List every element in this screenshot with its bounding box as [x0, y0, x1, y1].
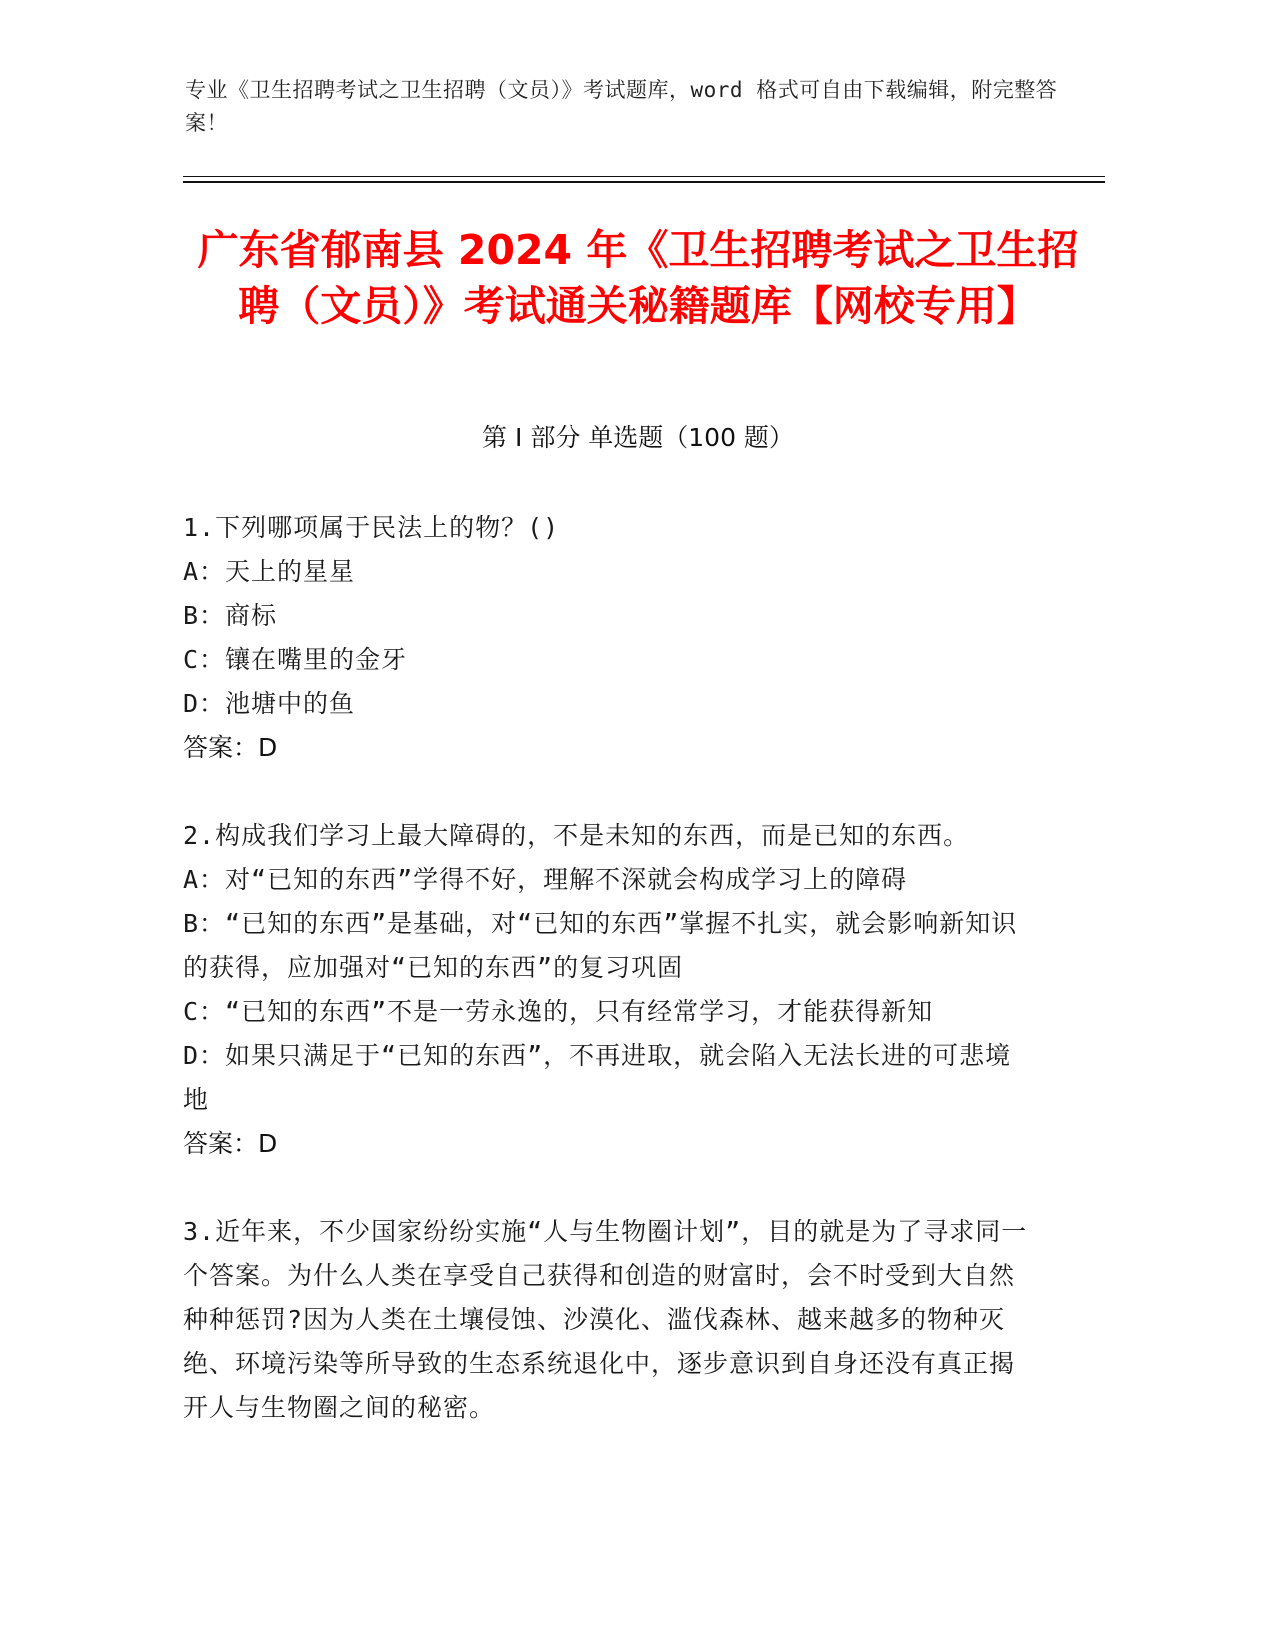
option-c: C：“已知的东西”不是一劳永逸的，只有经常学习，才能获得新知	[183, 997, 934, 1026]
option-c: C：镶在嘴里的金牙	[183, 645, 408, 674]
option-b: B：“已知的东西”是基础，对“已知的东西”掌握不扎实，就会影响新知识的获得，应加强对“已知的东西”的复习巩固	[183, 909, 1018, 982]
answer-line: 答案：D	[183, 1129, 278, 1158]
option-d: D：如果只满足于“已知的东西”，不再进取，就会陷入无法长进的可悲境地	[183, 1041, 1012, 1114]
option-d: D：池塘中的鱼	[183, 689, 356, 718]
question-3	[183, 1210, 1033, 1430]
option-b: B：商标	[183, 601, 278, 630]
answer-line: 答案：D	[183, 733, 278, 762]
question-2	[183, 814, 1033, 1166]
section-heading: 第 I 部分 单选题（100 题）	[482, 423, 794, 452]
question-stem: 1.下列哪项属于民法上的物？()	[183, 513, 560, 542]
question-list	[183, 506, 1033, 1474]
header-divider-thin	[183, 176, 1105, 177]
header-note: 专业《卫生招聘考试之卫生招聘（文员）》考试题库，word 格式可自由下载编辑，附完整答案！	[185, 78, 1058, 135]
document-title: 广东省郁南县 2024 年《卫生招聘考试之卫生招聘（文员）》考试通关秘籍题库【网校专用】	[197, 226, 1079, 330]
option-a: A：对“已知的东西”学得不好，理解不深就会构成学习上的障碍	[183, 865, 908, 894]
question-stem: 3.近年来，不少国家纷纷实施“人与生物圈计划”，目的就是为了寻求同一个答案。为什么人类在享受自己获得和创造的财富时，会不时受到大自然种种惩罚?因为人类在土壤侵蚀、沙漠化、滥伐森林、越来越多的物种灭绝、环境污染等所导致的生态系统退化中，逐步意识到自身还没有真正揭开人与生物圈之间的秘密。	[183, 1217, 1028, 1422]
question-stem: 2.构成我们学习上最大障碍的，不是未知的东西，而是已知的东西。	[183, 821, 970, 850]
header-divider-thick	[183, 181, 1105, 183]
question-1	[183, 506, 1033, 770]
option-a: A：天上的星星	[183, 557, 356, 586]
